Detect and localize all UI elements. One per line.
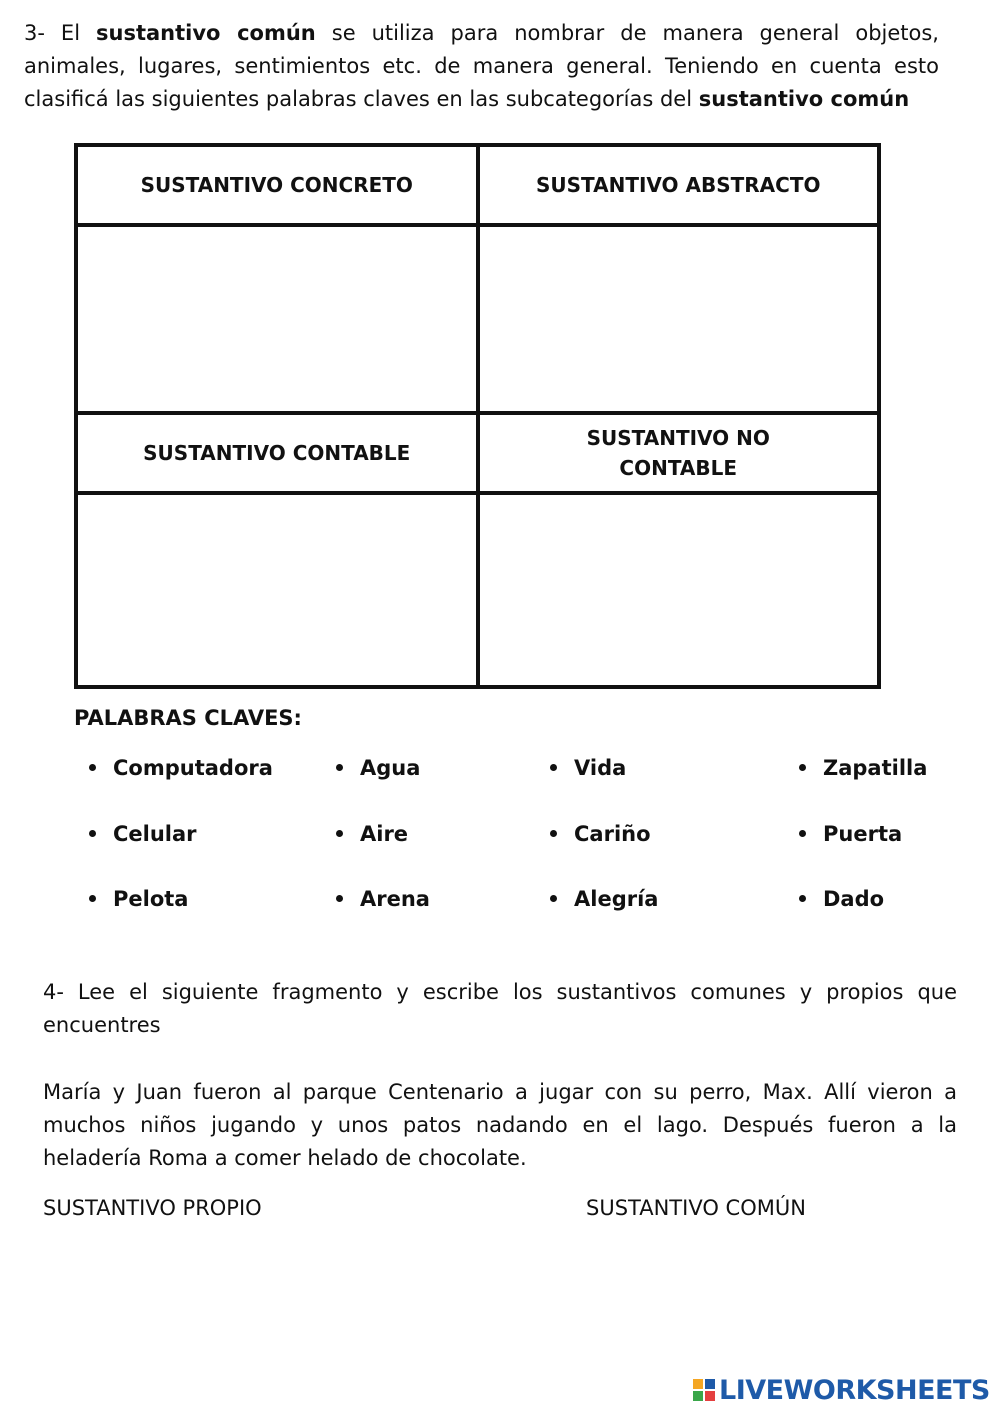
keyword-item: Zapatilla	[799, 756, 927, 780]
answer-box-concreto[interactable]	[76, 225, 478, 413]
question-4-instruction: 4- Lee el siguiente fragmento y escribe los sustantivos comunes y propios que encuentres	[43, 980, 957, 1037]
reading-fragment: María y Juan fueron al parque Centenario a jugar con su perro, Max. Allí vieron a muchos niños jugando y unos patos nadando en el lago. Después fueron a la heladería Roma a comer helado de chocolate.	[43, 1080, 957, 1170]
answer-box-abstracto[interactable]	[478, 225, 880, 413]
logo-mark-icon	[693, 1379, 715, 1401]
bullet-icon	[89, 830, 96, 837]
bullet-icon	[336, 895, 343, 902]
keyword-item: Cariño	[550, 822, 651, 846]
keyword-item: Aire	[336, 822, 408, 846]
bullet-icon	[799, 895, 806, 902]
bullet-icon	[336, 830, 343, 837]
header-abstracto: SUSTANTIVO ABSTRACTO	[478, 145, 880, 225]
label-sustantivo-propio: SUSTANTIVO PROPIO	[43, 1196, 262, 1220]
keywords-title: PALABRAS CLAVES:	[74, 706, 302, 730]
header-contable: SUSTANTIVO CONTABLE	[76, 413, 478, 493]
classification-table	[74, 143, 881, 689]
bullet-icon	[89, 895, 96, 902]
bullet-icon	[550, 764, 557, 771]
header-concreto: SUSTANTIVO CONCRETO	[76, 145, 478, 225]
keyword-item: Arena	[336, 887, 430, 911]
bullet-icon	[89, 764, 96, 771]
logo-text: LIVEWORKSHEETS	[719, 1374, 990, 1406]
keyword-item: Puerta	[799, 822, 902, 846]
bullet-icon	[336, 764, 343, 771]
header-no-contable: SUSTANTIVO NO CONTABLE	[478, 413, 880, 493]
answer-box-contable[interactable]	[76, 493, 478, 687]
bullet-icon	[550, 830, 557, 837]
keyword-item: Celular	[89, 822, 197, 846]
liveworksheets-logo	[693, 1373, 990, 1407]
keyword-item: Pelota	[89, 887, 188, 911]
bullet-icon	[799, 764, 806, 771]
keyword-item: Vida	[550, 756, 626, 780]
bullet-icon	[550, 895, 557, 902]
keyword-item: Alegría	[550, 887, 658, 911]
keyword-item: Agua	[336, 756, 420, 780]
label-sustantivo-comun: SUSTANTIVO COMÚN	[586, 1196, 806, 1220]
keyword-item: Computadora	[89, 756, 273, 780]
bullet-icon	[799, 830, 806, 837]
keyword-item: Dado	[799, 887, 884, 911]
answer-box-no-contable[interactable]	[478, 493, 880, 687]
question-3-text: 3- El sustantivo común se utiliza para nombrar de manera general objetos, animales, lugares, sentimientos etc. de manera general. Teniendo en cuenta esto clasificá las siguientes palabras claves en las subcategorías del sustantivo común	[24, 21, 939, 111]
